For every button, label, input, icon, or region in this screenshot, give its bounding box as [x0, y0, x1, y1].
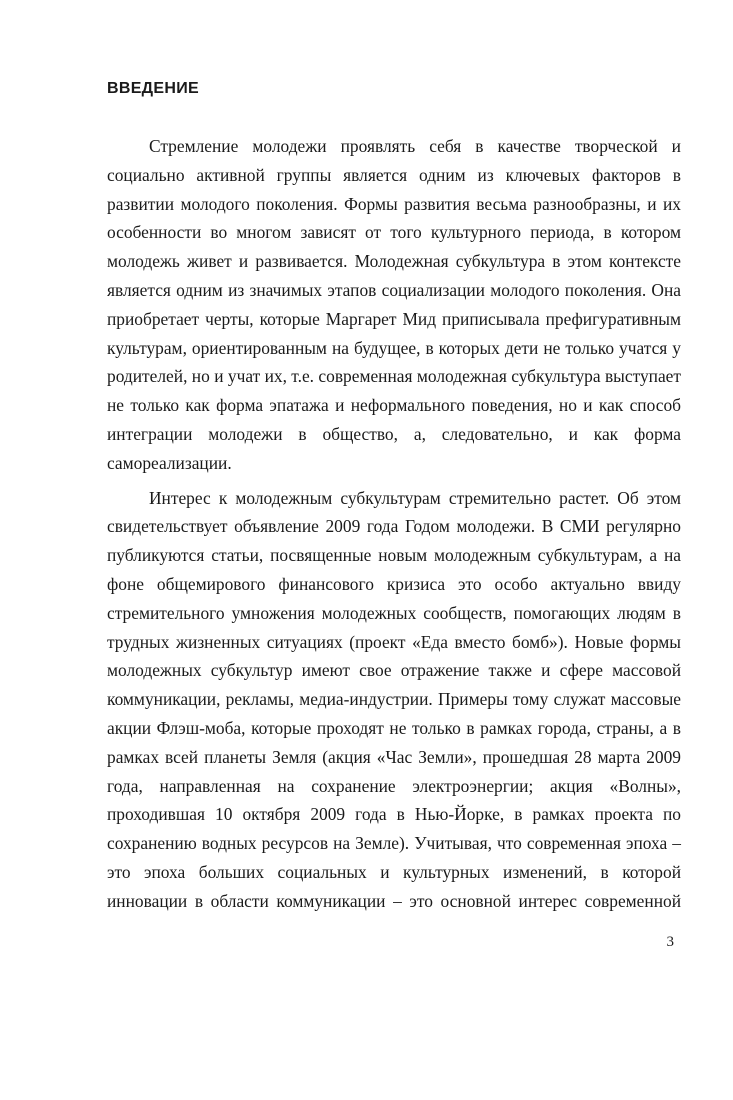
text-line: коммуникации, рекламы, медиа-индустрии. Примеры тому служат массовые — [107, 689, 681, 710]
text-line: родителей, но и учат их, т.е. современная молодежная субкультура выступает — [107, 366, 681, 387]
paragraph-2 — [107, 484, 681, 916]
text-line: молодежных субкультур имеют свое отражение также и сфере массовой — [107, 660, 681, 681]
text-line: социально активной группы является одним из ключевых факторов в — [107, 164, 681, 185]
text-line: не только как форма эпатажа и неформального поведения, но и как способ — [107, 395, 681, 416]
text-line: Интерес к молодежным субкультурам стремительно растет. Об этом — [149, 487, 681, 508]
section-heading: ВВЕДЕНИЕ — [107, 80, 199, 97]
text-line: акции Флэш-моба, которые проходят не только в рамках города, страны, а в — [107, 717, 681, 738]
text-line: года, направленная на сохранение электроэнергии; акция «Волны», — [107, 775, 681, 796]
page-number: 3 — [666, 934, 674, 950]
text-line: свидетельствует объявление 2009 года Годом молодежи. В СМИ регулярно — [107, 516, 681, 537]
text-line: самореализации. — [107, 452, 232, 473]
text-line: развитии молодого поколения. Формы развития весьма разнообразны, и их — [107, 193, 681, 214]
paragraph-1 — [107, 132, 681, 478]
text-line: это эпоха больших социальных и культурных изменений, в которой — [107, 861, 681, 882]
text-line: трудных жизненных ситуациях (проект «Еда вместо бомб»). Новые формы — [107, 631, 681, 652]
text-line: сохранению водных ресурсов на Земле). Учитывая, что современная эпоха – — [107, 833, 681, 854]
text-line: публикуются статьи, посвященные новым молодежным субкультурам, а на — [107, 545, 681, 566]
text-line: является одним из значимых этапов социализации молодого поколения. Она — [107, 279, 681, 300]
text-line: стремительного умножения молодежных сообществ, помогающих людям в — [107, 602, 681, 623]
text-line: интеграции молодежи в общество, а, следовательно, и как форма — [107, 423, 681, 444]
text-line: инновации в области коммуникации – это основной интерес современной — [107, 890, 681, 911]
text-line: фоне общемирового финансового кризиса это особо актуально ввиду — [107, 573, 681, 594]
text-line: приобретает черты, которые Маргарет Мид приписывала префигуративным — [107, 308, 681, 329]
text-line: особенности во многом зависят от того культурного периода, в котором — [107, 222, 681, 243]
text-line: Стремление молодежи проявлять себя в качестве творческой и — [149, 136, 681, 156]
text-line: культурам, ориентированным на будущее, в которых дети не только учатся у — [107, 337, 681, 358]
text-line: молодежь живет и развивается. Молодежная субкультура в этом контексте — [107, 251, 681, 272]
text-line: рамках всей планеты Земля (акция «Час Земли», прошедшая 28 марта 2009 — [107, 746, 681, 767]
body-text — [107, 132, 681, 922]
text-line: проходившая 10 октября 2009 года в Нью-Йорке, в рамках проекта по — [107, 804, 681, 825]
